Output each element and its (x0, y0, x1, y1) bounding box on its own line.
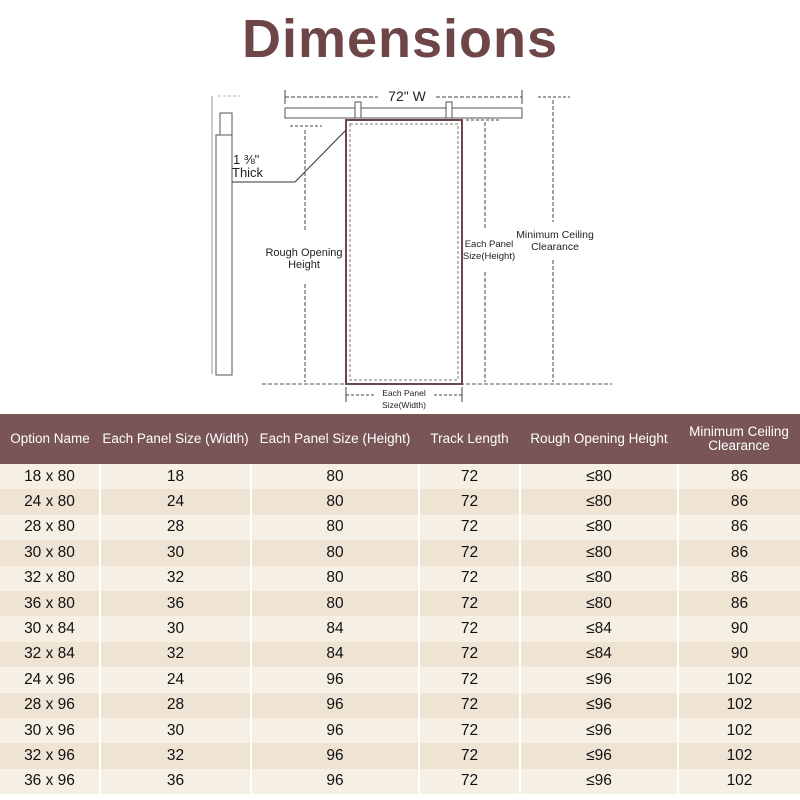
cell-rough-opening: ≤84 (520, 616, 678, 641)
cell-panel-width: 30 (100, 718, 251, 743)
cell-track-length: 72 (419, 642, 520, 667)
table-row (0, 464, 800, 489)
panel-height-label-1: Each Panel (464, 239, 514, 250)
cell-track-length: 72 (419, 591, 520, 616)
table-row (0, 769, 800, 794)
cell-panel-width: 30 (100, 540, 251, 565)
cell-option-name: 28 x 80 (0, 515, 100, 540)
side-profile (212, 96, 240, 375)
cell-option-name: 32 x 96 (0, 743, 100, 768)
cell-track-length: 72 (419, 693, 520, 718)
cell-ceiling-clearance: 86 (678, 566, 800, 591)
header-ceiling-clearance: Minimum Ceiling Clearance (678, 414, 800, 464)
cell-panel-width: 36 (100, 769, 251, 794)
cell-ceiling-clearance: 102 (678, 718, 800, 743)
table-row (0, 540, 800, 565)
cell-panel-width: 24 (100, 489, 251, 514)
cell-option-name: 32 x 84 (0, 642, 100, 667)
cell-ceiling-clearance: 102 (678, 693, 800, 718)
cell-ceiling-clearance: 90 (678, 616, 800, 641)
cell-panel-height: 84 (251, 616, 419, 641)
cell-panel-height: 80 (251, 464, 419, 489)
cell-rough-opening: ≤80 (520, 489, 678, 514)
cell-panel-height: 80 (251, 540, 419, 565)
cell-panel-width: 32 (100, 566, 251, 591)
barn-door-rail (285, 102, 522, 118)
table-body (0, 464, 800, 794)
cell-track-length: 72 (419, 464, 520, 489)
cell-panel-height: 96 (251, 718, 419, 743)
cell-rough-opening: ≤96 (520, 667, 678, 692)
cell-option-name: 36 x 96 (0, 769, 100, 794)
cell-panel-width: 30 (100, 616, 251, 641)
cell-rough-opening: ≤84 (520, 642, 678, 667)
cell-panel-height: 80 (251, 591, 419, 616)
cell-rough-opening: ≤96 (520, 718, 678, 743)
cell-rough-opening: ≤80 (520, 515, 678, 540)
cell-option-name: 28 x 96 (0, 693, 100, 718)
cell-panel-width: 32 (100, 642, 251, 667)
table-row (0, 616, 800, 641)
cell-rough-opening: ≤80 (520, 566, 678, 591)
cell-panel-width: 28 (100, 693, 251, 718)
table-row (0, 693, 800, 718)
header-panel-height: Each Panel Size (Height) (251, 414, 419, 464)
cell-track-length: 72 (419, 489, 520, 514)
page-title: Dimensions (241, 9, 559, 69)
panel-width-label-2: Size(Width) (382, 400, 426, 410)
cell-panel-height: 96 (251, 693, 419, 718)
cell-rough-opening: ≤80 (520, 591, 678, 616)
cell-panel-height: 84 (251, 642, 419, 667)
cell-track-length: 72 (419, 743, 520, 768)
dimensions-table (0, 414, 800, 794)
header-rough-opening: Rough Opening Height (520, 414, 678, 464)
cell-rough-opening: ≤80 (520, 540, 678, 565)
cell-panel-height: 80 (251, 515, 419, 540)
rough-opening-label-2: Height (288, 259, 320, 271)
cell-rough-opening: ≤96 (520, 693, 678, 718)
header-option-name: Option Name (0, 414, 100, 464)
cell-track-length: 72 (419, 515, 520, 540)
cell-rough-opening: ≤96 (520, 743, 678, 768)
cell-ceiling-clearance: 86 (678, 540, 800, 565)
ceiling-clearance-label-2: Clearance (531, 241, 579, 253)
cell-option-name: 30 x 84 (0, 616, 100, 641)
cell-ceiling-clearance: 90 (678, 642, 800, 667)
cell-track-length: 72 (419, 616, 520, 641)
thickness-label-1: 1 ⅜" (233, 152, 260, 167)
panel-height-label-2: Size(Height) (462, 251, 516, 262)
cell-option-name: 24 x 80 (0, 489, 100, 514)
cell-ceiling-clearance: 86 (678, 464, 800, 489)
cell-option-name: 18 x 80 (0, 464, 100, 489)
header-track-length: Track Length (419, 414, 520, 464)
cell-panel-width: 28 (100, 515, 251, 540)
cell-panel-width: 36 (100, 591, 251, 616)
cell-option-name: 36 x 80 (0, 591, 100, 616)
cell-track-length: 72 (419, 667, 520, 692)
cell-track-length: 72 (419, 566, 520, 591)
cell-panel-width: 24 (100, 667, 251, 692)
cell-panel-height: 80 (251, 489, 419, 514)
table-row (0, 515, 800, 540)
cell-ceiling-clearance: 102 (678, 667, 800, 692)
cell-rough-opening: ≤80 (520, 464, 678, 489)
table-row (0, 489, 800, 514)
cell-panel-height: 80 (251, 566, 419, 591)
cell-ceiling-clearance: 86 (678, 591, 800, 616)
table-header-row (0, 414, 800, 464)
track-width-label: 72" W (388, 88, 426, 104)
cell-option-name: 24 x 96 (0, 667, 100, 692)
table-row (0, 743, 800, 768)
table-row (0, 566, 800, 591)
cell-ceiling-clearance: 102 (678, 743, 800, 768)
cell-rough-opening: ≤96 (520, 769, 678, 794)
cell-panel-width: 18 (100, 464, 251, 489)
table-row (0, 591, 800, 616)
door-panel (346, 120, 462, 384)
cell-ceiling-clearance: 86 (678, 515, 800, 540)
cell-option-name: 30 x 96 (0, 718, 100, 743)
table-row (0, 642, 800, 667)
cell-track-length: 72 (419, 769, 520, 794)
cell-panel-width: 32 (100, 743, 251, 768)
panel-width-label-1: Each Panel (382, 388, 426, 398)
cell-option-name: 32 x 80 (0, 566, 100, 591)
cell-ceiling-clearance: 102 (678, 769, 800, 794)
cell-panel-height: 96 (251, 743, 419, 768)
door-dimension-diagram (0, 80, 800, 410)
cell-track-length: 72 (419, 540, 520, 565)
table-row (0, 667, 800, 692)
cell-panel-height: 96 (251, 769, 419, 794)
cell-track-length: 72 (419, 718, 520, 743)
header-panel-width: Each Panel Size (Width) (100, 414, 251, 464)
thickness-label-2: Thick (232, 165, 264, 180)
cell-panel-height: 96 (251, 667, 419, 692)
table-row (0, 718, 800, 743)
cell-option-name: 30 x 80 (0, 540, 100, 565)
ceiling-clearance-label-1: Minimum Ceiling (516, 229, 594, 241)
cell-ceiling-clearance: 86 (678, 489, 800, 514)
rough-opening-label-1: Rough Opening (265, 247, 343, 259)
